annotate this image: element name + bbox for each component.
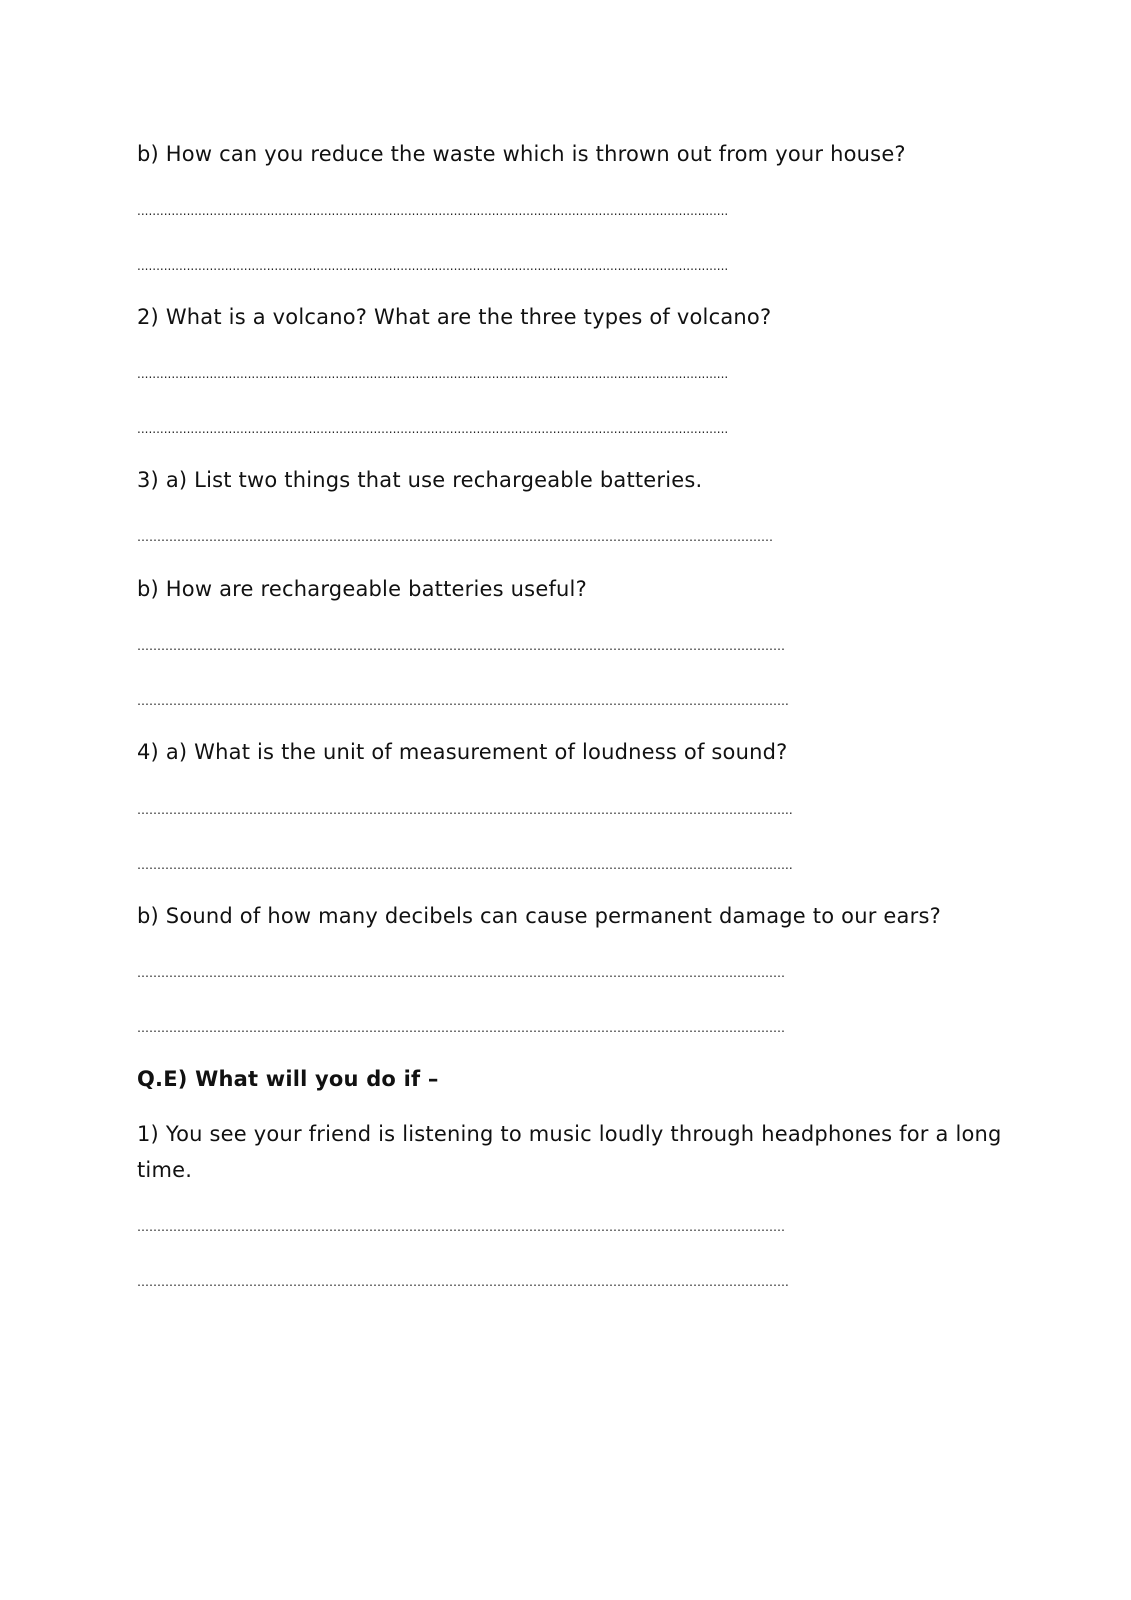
answer-line: ………………………………………………………………………………………………………………………………………………. [137, 694, 789, 708]
question-1b: b) How can you reduce the waste which is thrown out from your house? [137, 142, 906, 166]
answer-line: ………………………………………………………………………………………………………………………………………………. [137, 1275, 789, 1289]
answer-line: ……………………………………………………………………………………………………………………………………………… [137, 1220, 785, 1234]
answer-line: ........................................................................................................................................................... [137, 422, 729, 436]
answer-line: ……………………………………………………………………………………………………………………………………………… [137, 639, 785, 653]
answer-line: ……………………………………………………………………………………………………………………………………………… [137, 1021, 785, 1035]
answer-line: ........................................................................................................................................................... [137, 204, 729, 218]
question-2: 2) What is a volcano? What are the three types of volcano? [137, 305, 772, 329]
answer-line: ........................................................................................................................................................... [137, 367, 729, 381]
answer-line: ……………………………………………………………………………………………………………………………………………….. [137, 803, 793, 817]
answer-line: …………………………………………………………………………………………………………………………………………… [137, 530, 773, 544]
answer-line: ……………………………………………………………………………………………………………………………………………… [137, 966, 785, 980]
question-4a: 4) a) What is the unit of measurement of loudness of sound? [137, 740, 788, 764]
section-e-question-1-line-2: time. [137, 1158, 193, 1182]
answer-line: ……………………………………………………………………………………………………………………………………………….. [137, 858, 793, 872]
question-4b: b) Sound of how many decibels can cause permanent damage to our ears? [137, 904, 941, 928]
question-3a: 3) a) List two things that use rechargeable batteries. [137, 468, 703, 492]
question-3b: b) How are rechargeable batteries useful? [137, 577, 587, 601]
section-e-question-1-line-1: 1) You see your friend is listening to music loudly through headphones for a long [137, 1122, 1002, 1146]
answer-line: ........................................................................................................................................................... [137, 259, 729, 273]
section-e-heading: Q.E) What will you do if – [137, 1067, 439, 1091]
